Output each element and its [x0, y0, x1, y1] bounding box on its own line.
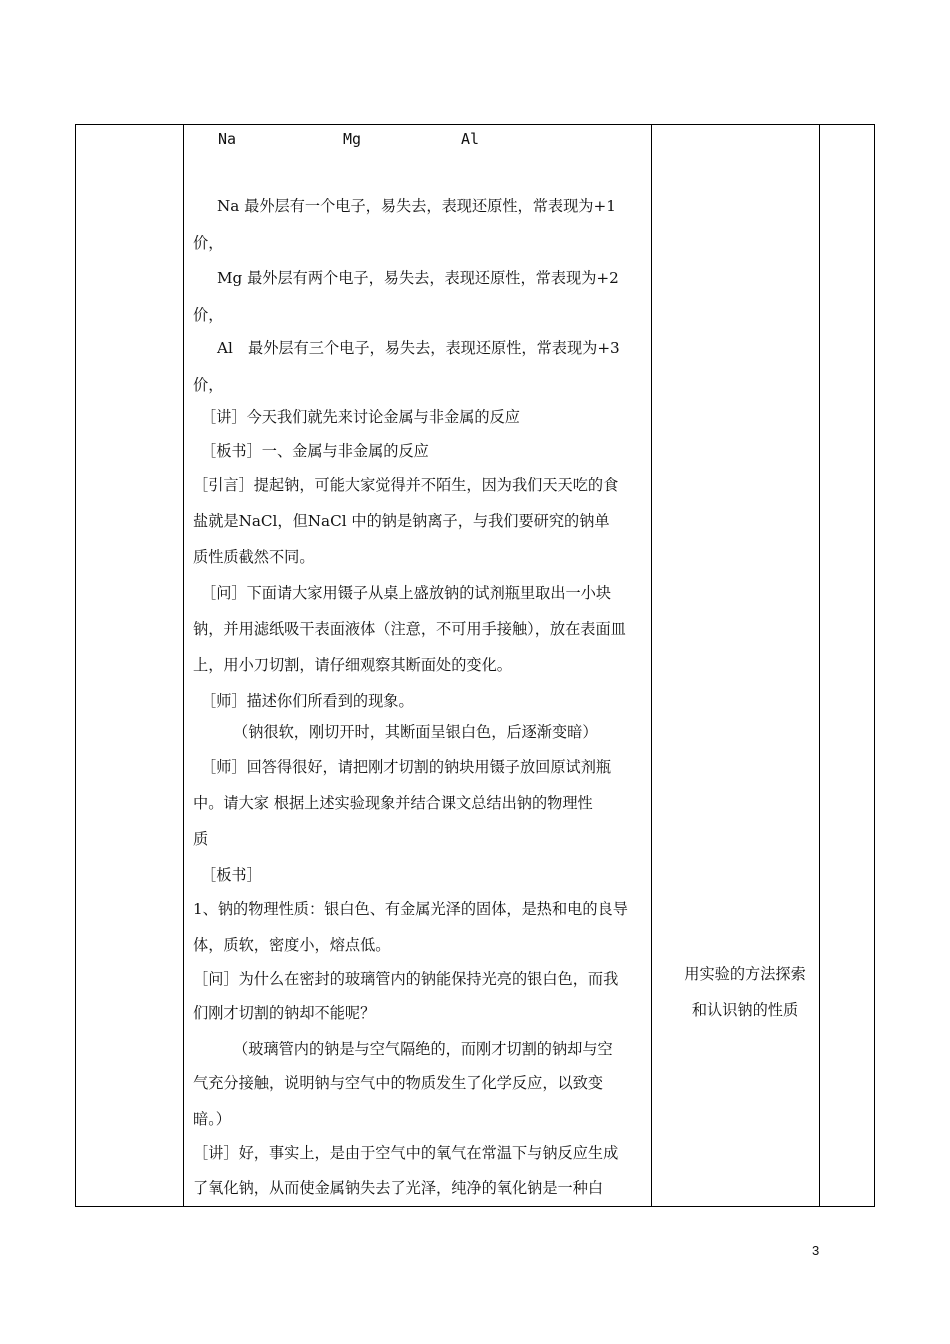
element-mg: Mg [343, 130, 362, 148]
text-line: 钠，并用滤纸吸干表面液体（注意，不可用手接触），放在表面皿 [193, 620, 626, 638]
text-line: 气充分接触，说明钠与空气中的物质发生了化学反应，以致变 [193, 1074, 604, 1092]
text-line: 中。请大家 根据上述实验现象并结合课文总结出钠的物理性 [193, 794, 593, 812]
column-divider [183, 125, 184, 1206]
text-line: 暗。） [193, 1110, 231, 1128]
design-intent-line: 和认识钠的性质 [691, 1001, 799, 1019]
text-line: ［讲］好，事实上，是由于空气中的氧气在常温下与钠反应生成 [193, 1144, 619, 1162]
text-line: 盐就是NaCl，但NaCl 中的钠是钠离子，与我们要研究的钠单 [193, 512, 610, 530]
design-intent-cell [664, 956, 826, 1028]
text-line: （玻璃管内的钠是与空气隔绝的，而刚才切割的钠却与空 [233, 1040, 613, 1058]
text-line: Al 最外层有三个电子，易失去，表现还原性，常表现为+3 [217, 339, 620, 357]
column-divider [819, 125, 820, 1206]
text-line: （钠很软，刚切开时，其断面呈银白色，后逐渐变暗） [233, 723, 598, 741]
text-line: 上，用小刀切割，请仔细观察其断面处的变化。 [193, 656, 512, 674]
text-line: 1、钠的物理性质：银白色、有金属光泽的固体，是热和电的良导 [193, 900, 628, 918]
text-line: ［引言］提起钠，可能大家觉得并不陌生，因为我们天天吃的食 [193, 476, 619, 494]
text-line: ［问］为什么在密封的玻璃管内的钠能保持光亮的银白色，而我 [193, 970, 619, 988]
design-intent-line: 用实验的方法探索 [684, 965, 806, 983]
element-na: Na [218, 130, 237, 148]
text-line: ［问］下面请大家用镊子从桌上盛放钠的试剂瓶里取出一小块 [201, 584, 612, 602]
text-line: ［板书］一、金属与非金属的反应 [201, 442, 429, 460]
text-line: 了氧化钠，从而使金属钠失去了光泽，纯净的氧化钠是一种白 [193, 1179, 604, 1197]
text-line: 价， [193, 376, 224, 394]
lesson-table [75, 124, 875, 1207]
element-al: Al [461, 130, 480, 148]
text-line: 价， [193, 234, 224, 252]
text-line: ［讲］今天我们就先来讨论金属与非金属的反应 [201, 408, 520, 426]
text-line: 们刚才切割的钠却不能呢？ [193, 1004, 376, 1022]
text-line: ［师］回答得很好，请把刚才切割的钠块用镊子放回原试剂瓶 [201, 758, 612, 776]
page-number: 3 [812, 1243, 820, 1258]
text-line: 体，质软，密度小，熔点低。 [193, 936, 391, 954]
text-line: ［师］描述你们所看到的现象。 [201, 692, 414, 710]
text-line: ［板书］ [201, 866, 262, 884]
text-line: Na 最外层有一个电子，易失去，表现还原性，常表现为+1 [217, 197, 616, 215]
text-line: 价， [193, 306, 224, 324]
text-line: 质 [193, 830, 209, 848]
text-line: Mg 最外层有两个电子，易失去，表现还原性，常表现为+2 [217, 269, 619, 287]
teaching-content-cell [193, 125, 659, 1205]
text-line: 质性质截然不同。 [193, 548, 315, 566]
